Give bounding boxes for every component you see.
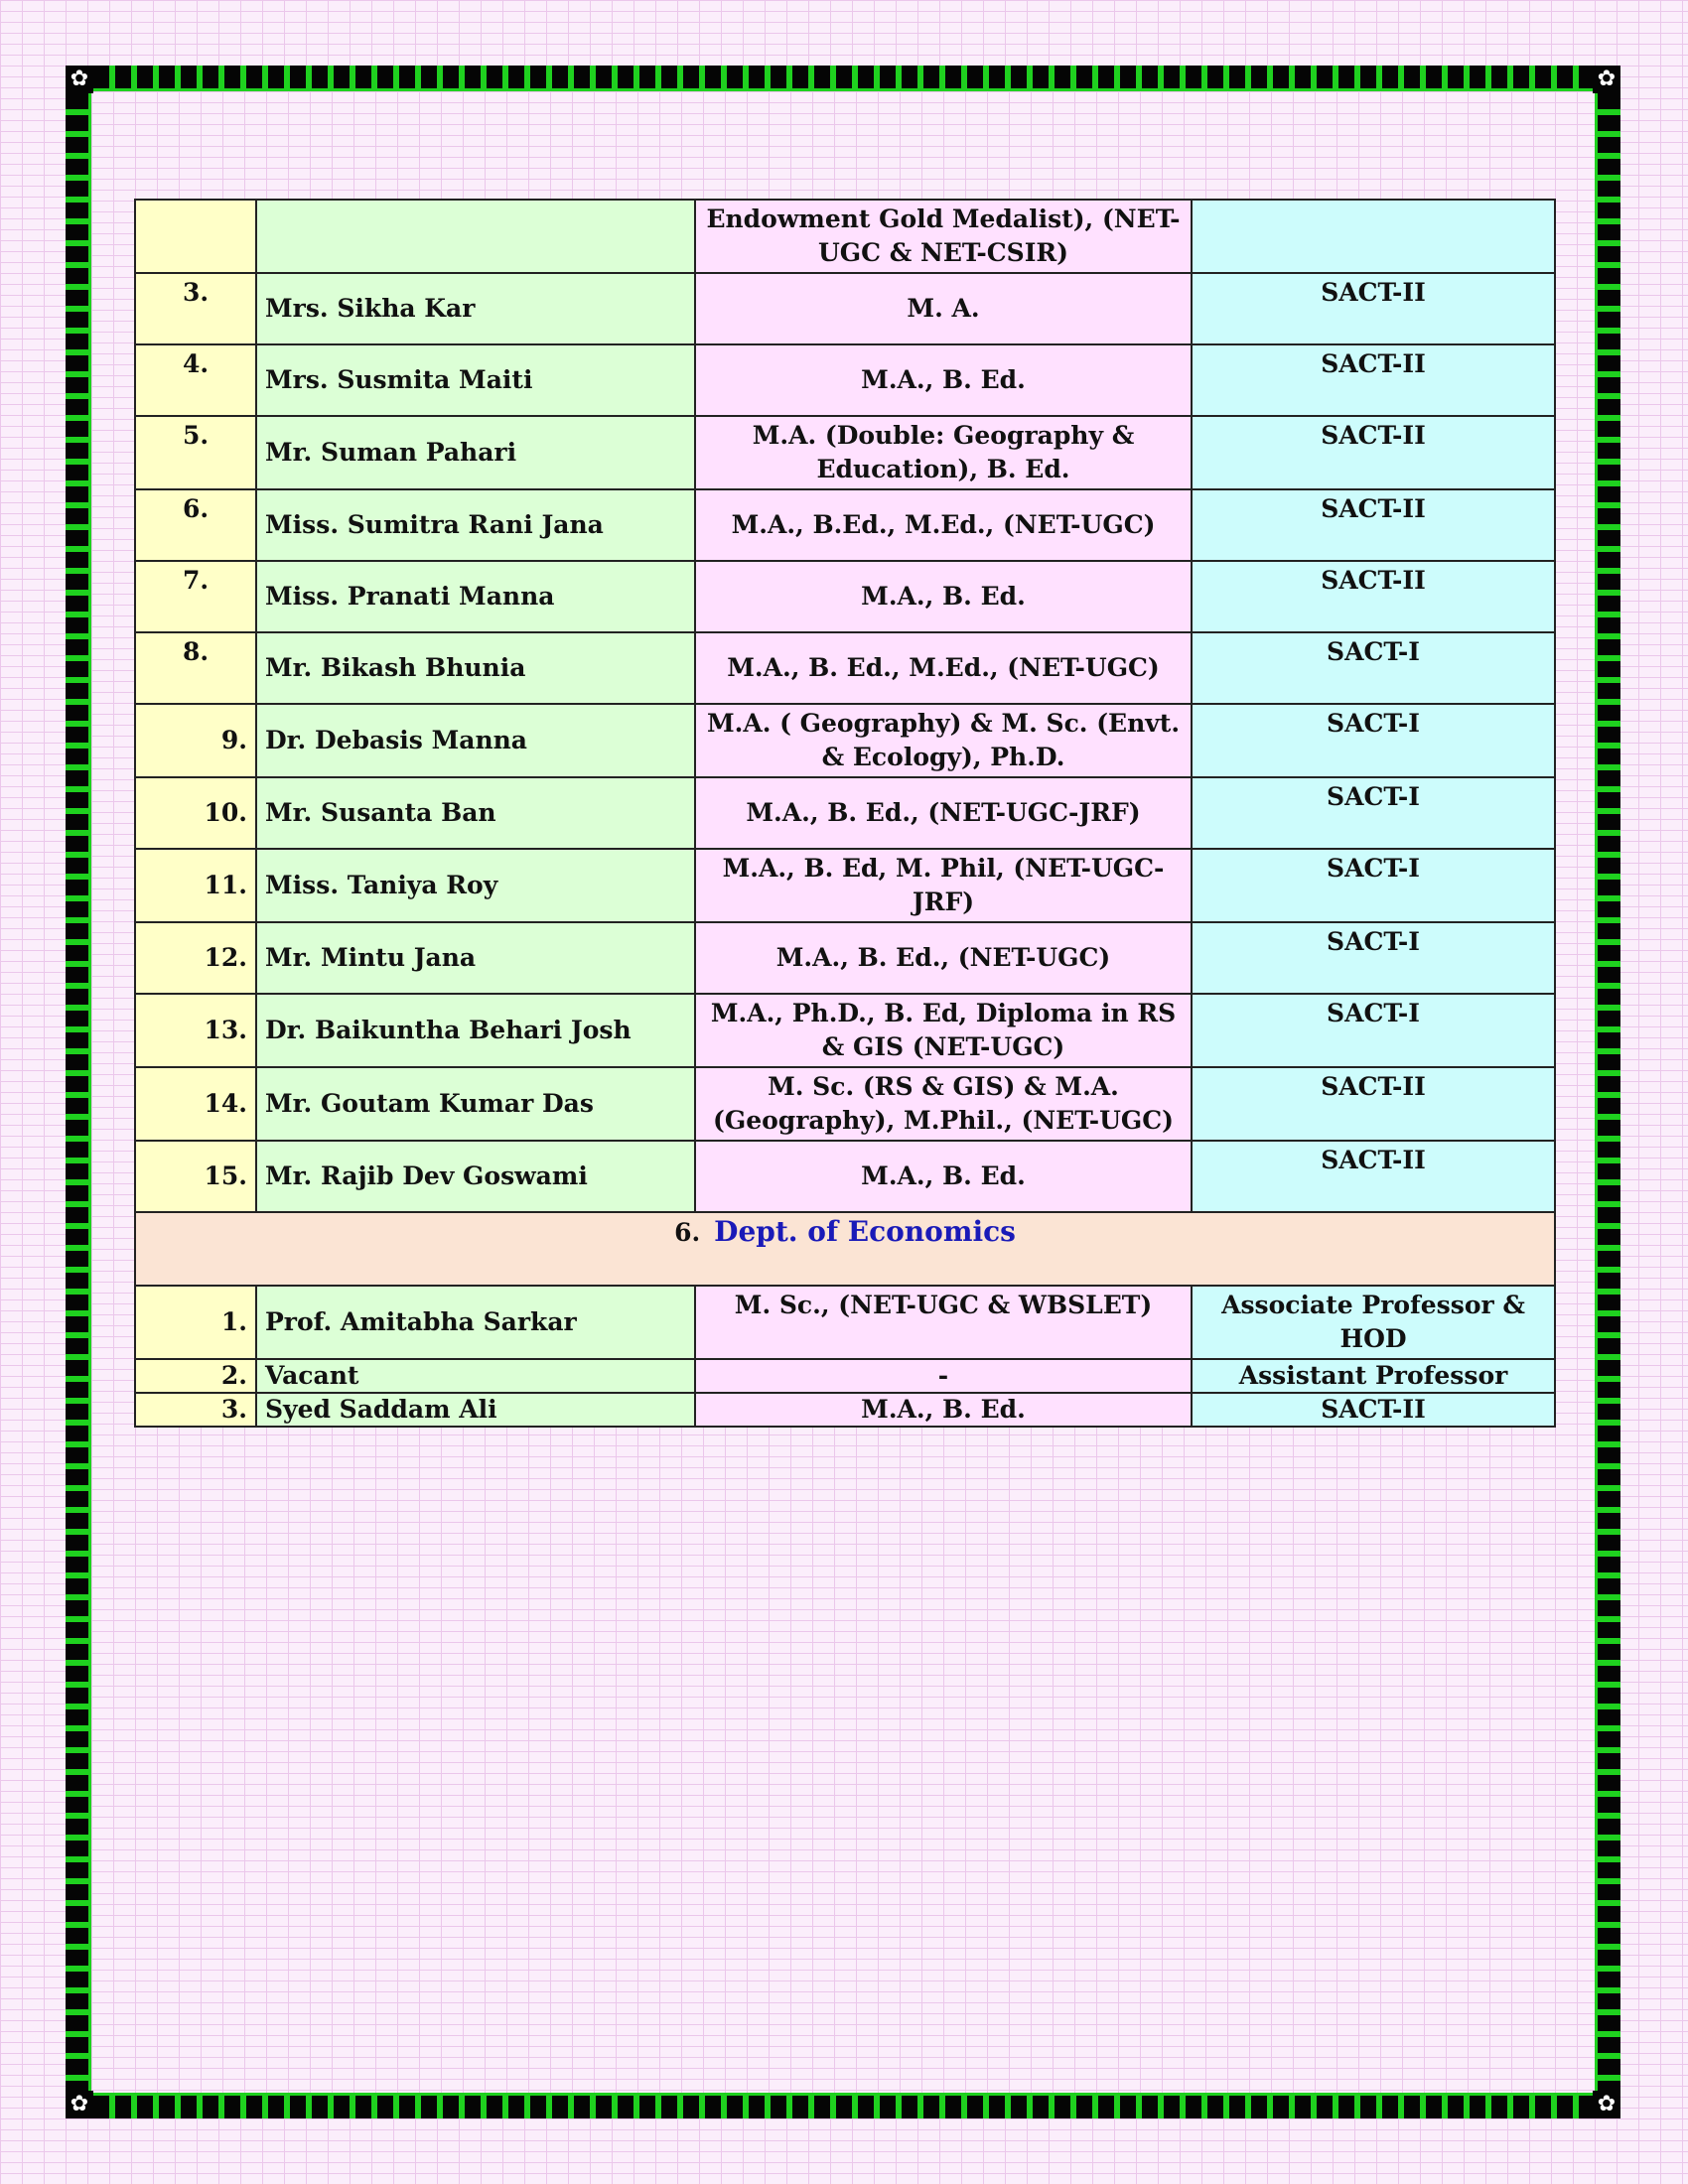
- designation-cell: SACT-II: [1192, 1141, 1555, 1212]
- table-row: [135, 1286, 1555, 1359]
- qualification-cell: M.A., B. Ed., (NET-UGC-JRF): [695, 777, 1192, 849]
- designation-cell: SACT-I: [1192, 994, 1555, 1067]
- table-row: [135, 489, 1555, 561]
- table-row: [135, 200, 1555, 273]
- table-row: [135, 1359, 1555, 1393]
- dept-title: Dept. of Economics: [714, 1215, 1016, 1248]
- table-row: [135, 704, 1555, 777]
- designation-cell: SACT-II: [1192, 489, 1555, 561]
- serial-cell: 8.: [135, 632, 256, 704]
- designation-cell: Assistant Professor: [1192, 1359, 1555, 1393]
- qualification-cell: M.A., B. Ed., M.Ed., (NET-UGC): [695, 632, 1192, 704]
- faculty-table: [134, 199, 1556, 1428]
- table-row: [135, 344, 1555, 416]
- qualification-cell: M.A., B. Ed., (NET-UGC): [695, 922, 1192, 994]
- serial-cell: 10.: [135, 777, 256, 849]
- name-cell: Mr. Rajib Dev Goswami: [256, 1141, 695, 1212]
- serial-cell: 4.: [135, 344, 256, 416]
- name-cell: Miss. Taniya Roy: [256, 849, 695, 922]
- name-cell: Mr. Bikash Bhunia: [256, 632, 695, 704]
- name-cell: [256, 200, 695, 273]
- serial-cell: 6.: [135, 489, 256, 561]
- qualification-cell: M.A. ( Geography) & M. Sc. (Envt. & Ecology), Ph.D.: [695, 704, 1192, 777]
- name-cell: Miss. Sumitra Rani Jana: [256, 489, 695, 561]
- name-cell: Mr. Suman Pahari: [256, 416, 695, 489]
- qualification-cell: M.A., B. Ed.: [695, 1141, 1192, 1212]
- serial-cell: 3.: [135, 1393, 256, 1427]
- qualification-cell: M. Sc. (RS & GIS) & M.A. (Geography), M.Phil., (NET-UGC): [695, 1067, 1192, 1141]
- qualification-cell: M.A., B. Ed.: [695, 344, 1192, 416]
- table-row: [135, 849, 1555, 922]
- table-row: [135, 777, 1555, 849]
- designation-cell: SACT-II: [1192, 416, 1555, 489]
- qualification-cell: M.A., B. Ed.: [695, 1393, 1192, 1427]
- name-cell: Mrs. Susmita Maiti: [256, 344, 695, 416]
- serial-cell: 14.: [135, 1067, 256, 1141]
- corner-ornament-icon: ✿: [1593, 66, 1620, 93]
- designation-cell: SACT-II: [1192, 273, 1555, 344]
- table-row: [135, 1141, 1555, 1212]
- name-cell: Vacant: [256, 1359, 695, 1393]
- qualification-cell: M. Sc., (NET-UGC & WBSLET): [695, 1286, 1192, 1359]
- qualification-cell: M.A. (Double: Geography & Education), B. Ed.: [695, 416, 1192, 489]
- serial-cell: 11.: [135, 849, 256, 922]
- table-row: [135, 561, 1555, 632]
- designation-cell: SACT-I: [1192, 849, 1555, 922]
- designation-cell: [1192, 200, 1555, 273]
- corner-ornament-icon: ✿: [1593, 2091, 1620, 2118]
- table-row: [135, 922, 1555, 994]
- designation-cell: SACT-I: [1192, 777, 1555, 849]
- qualification-cell: M.A., Ph.D., B. Ed, Diploma in RS & GIS (NET-UGC): [695, 994, 1192, 1067]
- table-row: [135, 994, 1555, 1067]
- qualification-cell: M.A., B. Ed.: [695, 561, 1192, 632]
- table-row: [135, 1393, 1555, 1427]
- table-row: [135, 416, 1555, 489]
- name-cell: Mr. Mintu Jana: [256, 922, 695, 994]
- name-cell: Dr. Debasis Manna: [256, 704, 695, 777]
- dept-number: 6.: [674, 1218, 701, 1247]
- designation-cell: SACT-II: [1192, 1393, 1555, 1427]
- designation-cell: SACT-II: [1192, 1067, 1555, 1141]
- name-cell: Mr. Goutam Kumar Das: [256, 1067, 695, 1141]
- designation-cell: SACT-II: [1192, 344, 1555, 416]
- serial-cell: 2.: [135, 1359, 256, 1393]
- serial-cell: [135, 200, 256, 273]
- name-cell: Miss. Pranati Manna: [256, 561, 695, 632]
- page-border-right: [1593, 66, 1620, 2118]
- name-cell: Mrs. Sikha Kar: [256, 273, 695, 344]
- table-row: [135, 1067, 1555, 1141]
- name-cell: Dr. Baikuntha Behari Josh: [256, 994, 695, 1067]
- designation-cell: Associate Professor & HOD: [1192, 1286, 1555, 1359]
- designation-cell: SACT-I: [1192, 632, 1555, 704]
- qualification-cell: M.A., B.Ed., M.Ed., (NET-UGC): [695, 489, 1192, 561]
- qualification-cell: -: [695, 1359, 1192, 1393]
- serial-cell: 15.: [135, 1141, 256, 1212]
- name-cell: Prof. Amitabha Sarkar: [256, 1286, 695, 1359]
- page-border-left: [66, 66, 93, 2118]
- serial-cell: 12.: [135, 922, 256, 994]
- designation-cell: SACT-I: [1192, 922, 1555, 994]
- qualification-cell: Endowment Gold Medalist), (NET-UGC & NET-CSIR): [695, 200, 1192, 273]
- table-row: [135, 273, 1555, 344]
- dept-header: [135, 1212, 1555, 1286]
- name-cell: Mr. Susanta Ban: [256, 777, 695, 849]
- table-row: [135, 632, 1555, 704]
- serial-cell: 7.: [135, 561, 256, 632]
- serial-cell: 13.: [135, 994, 256, 1067]
- corner-ornament-icon: ✿: [66, 2091, 93, 2118]
- designation-cell: SACT-I: [1192, 704, 1555, 777]
- qualification-cell: M.A., B. Ed, M. Phil, (NET-UGC-JRF): [695, 849, 1192, 922]
- corner-ornament-icon: ✿: [66, 66, 93, 93]
- name-cell: Syed Saddam Ali: [256, 1393, 695, 1427]
- serial-cell: 9.: [135, 704, 256, 777]
- serial-cell: 1.: [135, 1286, 256, 1359]
- designation-cell: SACT-II: [1192, 561, 1555, 632]
- dept-header-row: [135, 1212, 1555, 1286]
- serial-cell: 5.: [135, 416, 256, 489]
- qualification-cell: M. A.: [695, 273, 1192, 344]
- serial-cell: 3.: [135, 273, 256, 344]
